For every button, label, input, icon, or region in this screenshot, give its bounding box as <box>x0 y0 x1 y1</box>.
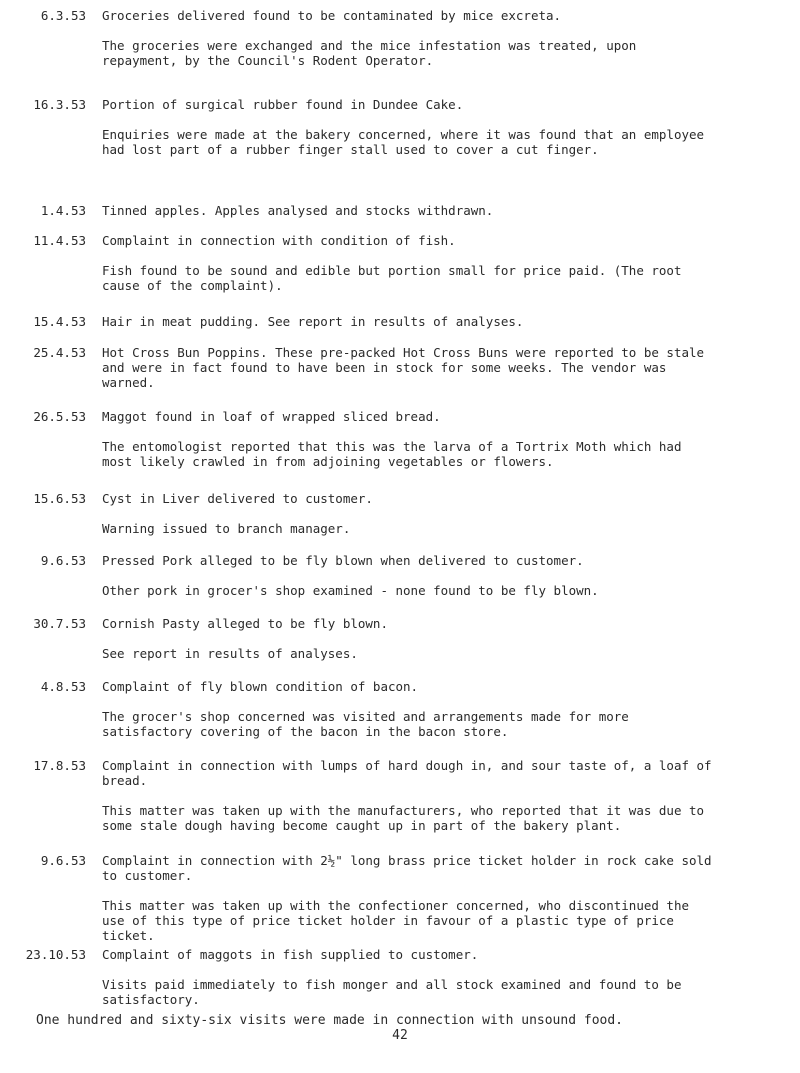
entry-body <box>102 947 714 1007</box>
entry-paragraph: Complaint in connection with 2½" long brass price ticket holder in rock cake sold to customer. <box>102 853 712 883</box>
entry-paragraph: Pressed Pork alleged to be fly blown when delivered to customer. <box>102 553 584 568</box>
entry-body <box>102 616 714 661</box>
summary-line: One hundred and sixty-six visits were made in connection with unsound food. <box>36 1013 623 1028</box>
entry-body <box>102 203 714 218</box>
entry-paragraph: Tinned apples. Apples analysed and stocks withdrawn. <box>102 203 494 218</box>
entry-body <box>102 553 714 598</box>
entry-date: 26.5.53 <box>33 409 86 424</box>
entry-date: 9.6.53 <box>40 853 86 868</box>
entry-body <box>102 853 714 943</box>
entry-date: 4.8.53 <box>40 679 86 694</box>
entry-paragraph: Cornish Pasty alleged to be fly blown. <box>102 616 388 631</box>
entry-body <box>102 758 714 833</box>
entry-date: 30.7.53 <box>33 616 86 631</box>
entry-body <box>102 233 714 293</box>
entry-paragraph: Hot Cross Bun Poppins. These pre-packed Hot Cross Buns were reported to be stale and were in fact found to have been in stock for some weeks. The vendor was warned. <box>102 345 705 390</box>
entry-paragraph: See report in results of analyses. <box>102 646 358 661</box>
entry-body <box>102 97 714 157</box>
entry-body <box>102 345 714 390</box>
entry-paragraph: Maggot found in loaf of wrapped sliced bread. <box>102 409 441 424</box>
entry-date: 17.8.53 <box>33 758 86 773</box>
entry-date: 9.6.53 <box>40 553 86 568</box>
entry-paragraph: Complaint of maggots in fish supplied to customer. <box>102 947 479 962</box>
entry-date: 6.3.53 <box>40 8 86 23</box>
entry-body <box>102 409 714 469</box>
entry-paragraph: Other pork in grocer's shop examined - none found to be fly blown. <box>102 583 599 598</box>
entry-date: 25.4.53 <box>33 345 86 360</box>
entry-date: 11.4.53 <box>33 233 86 248</box>
entry-paragraph: Warning issued to branch manager. <box>102 521 351 536</box>
entry-date: 15.6.53 <box>33 491 86 506</box>
entry-body <box>102 679 714 739</box>
entry-paragraph: Complaint in connection with lumps of hard dough in, and sour taste of, a loaf of bread. <box>102 758 712 788</box>
entry-paragraph: Groceries delivered found to be contaminated by mice excreta. <box>102 8 562 23</box>
entry-body <box>102 314 714 329</box>
entry-paragraph: Cyst in Liver delivered to customer. <box>102 491 373 506</box>
entry-paragraph: This matter was taken up with the manufacturers, who reported that it was due to some stale dough having become caught up in part of the bakery plant. <box>102 803 705 833</box>
entry-date: 15.4.53 <box>33 314 86 329</box>
entry-body <box>102 8 714 68</box>
entry-paragraph: Complaint of fly blown condition of bacon. <box>102 679 419 694</box>
entry-paragraph: Portion of surgical rubber found in Dundee Cake. <box>102 97 464 112</box>
page-number: 42 <box>392 1028 408 1043</box>
entry-paragraph: The grocer's shop concerned was visited and arrangements made for more satisfactory covering of the bacon in the bacon store. <box>102 709 629 739</box>
entry-paragraph: Hair in meat pudding. See report in results of analyses. <box>102 314 524 329</box>
entry-date: 23.10.53 <box>25 947 86 962</box>
entry-paragraph: Enquiries were made at the bakery concerned, where it was found that an employee had lost part of a rubber finger stall used to cover a cut finger. <box>102 127 705 157</box>
entry-paragraph: Complaint in connection with condition of fish. <box>102 233 456 248</box>
entry-paragraph: This matter was taken up with the confectioner concerned, who discontinued the use of this type of price ticket holder in favour of a plastic type of price ticket. <box>102 898 689 943</box>
entry-paragraph: The entomologist reported that this was the larva of a Tortrix Moth which had most likely crawled in from adjoining vegetables or flowers. <box>102 439 682 469</box>
entry-date: 1.4.53 <box>40 203 86 218</box>
entry-paragraph: Fish found to be sound and edible but portion small for price paid. (The root cause of the complaint). <box>102 263 682 293</box>
entry-body <box>102 491 714 536</box>
entry-paragraph: The groceries were exchanged and the mice infestation was treated, upon repayment, by the Council's Rodent Operator. <box>102 38 637 68</box>
entry-date: 16.3.53 <box>33 97 86 112</box>
entry-paragraph: Visits paid immediately to fish monger and all stock examined and found to be satisfactory. <box>102 977 682 1007</box>
